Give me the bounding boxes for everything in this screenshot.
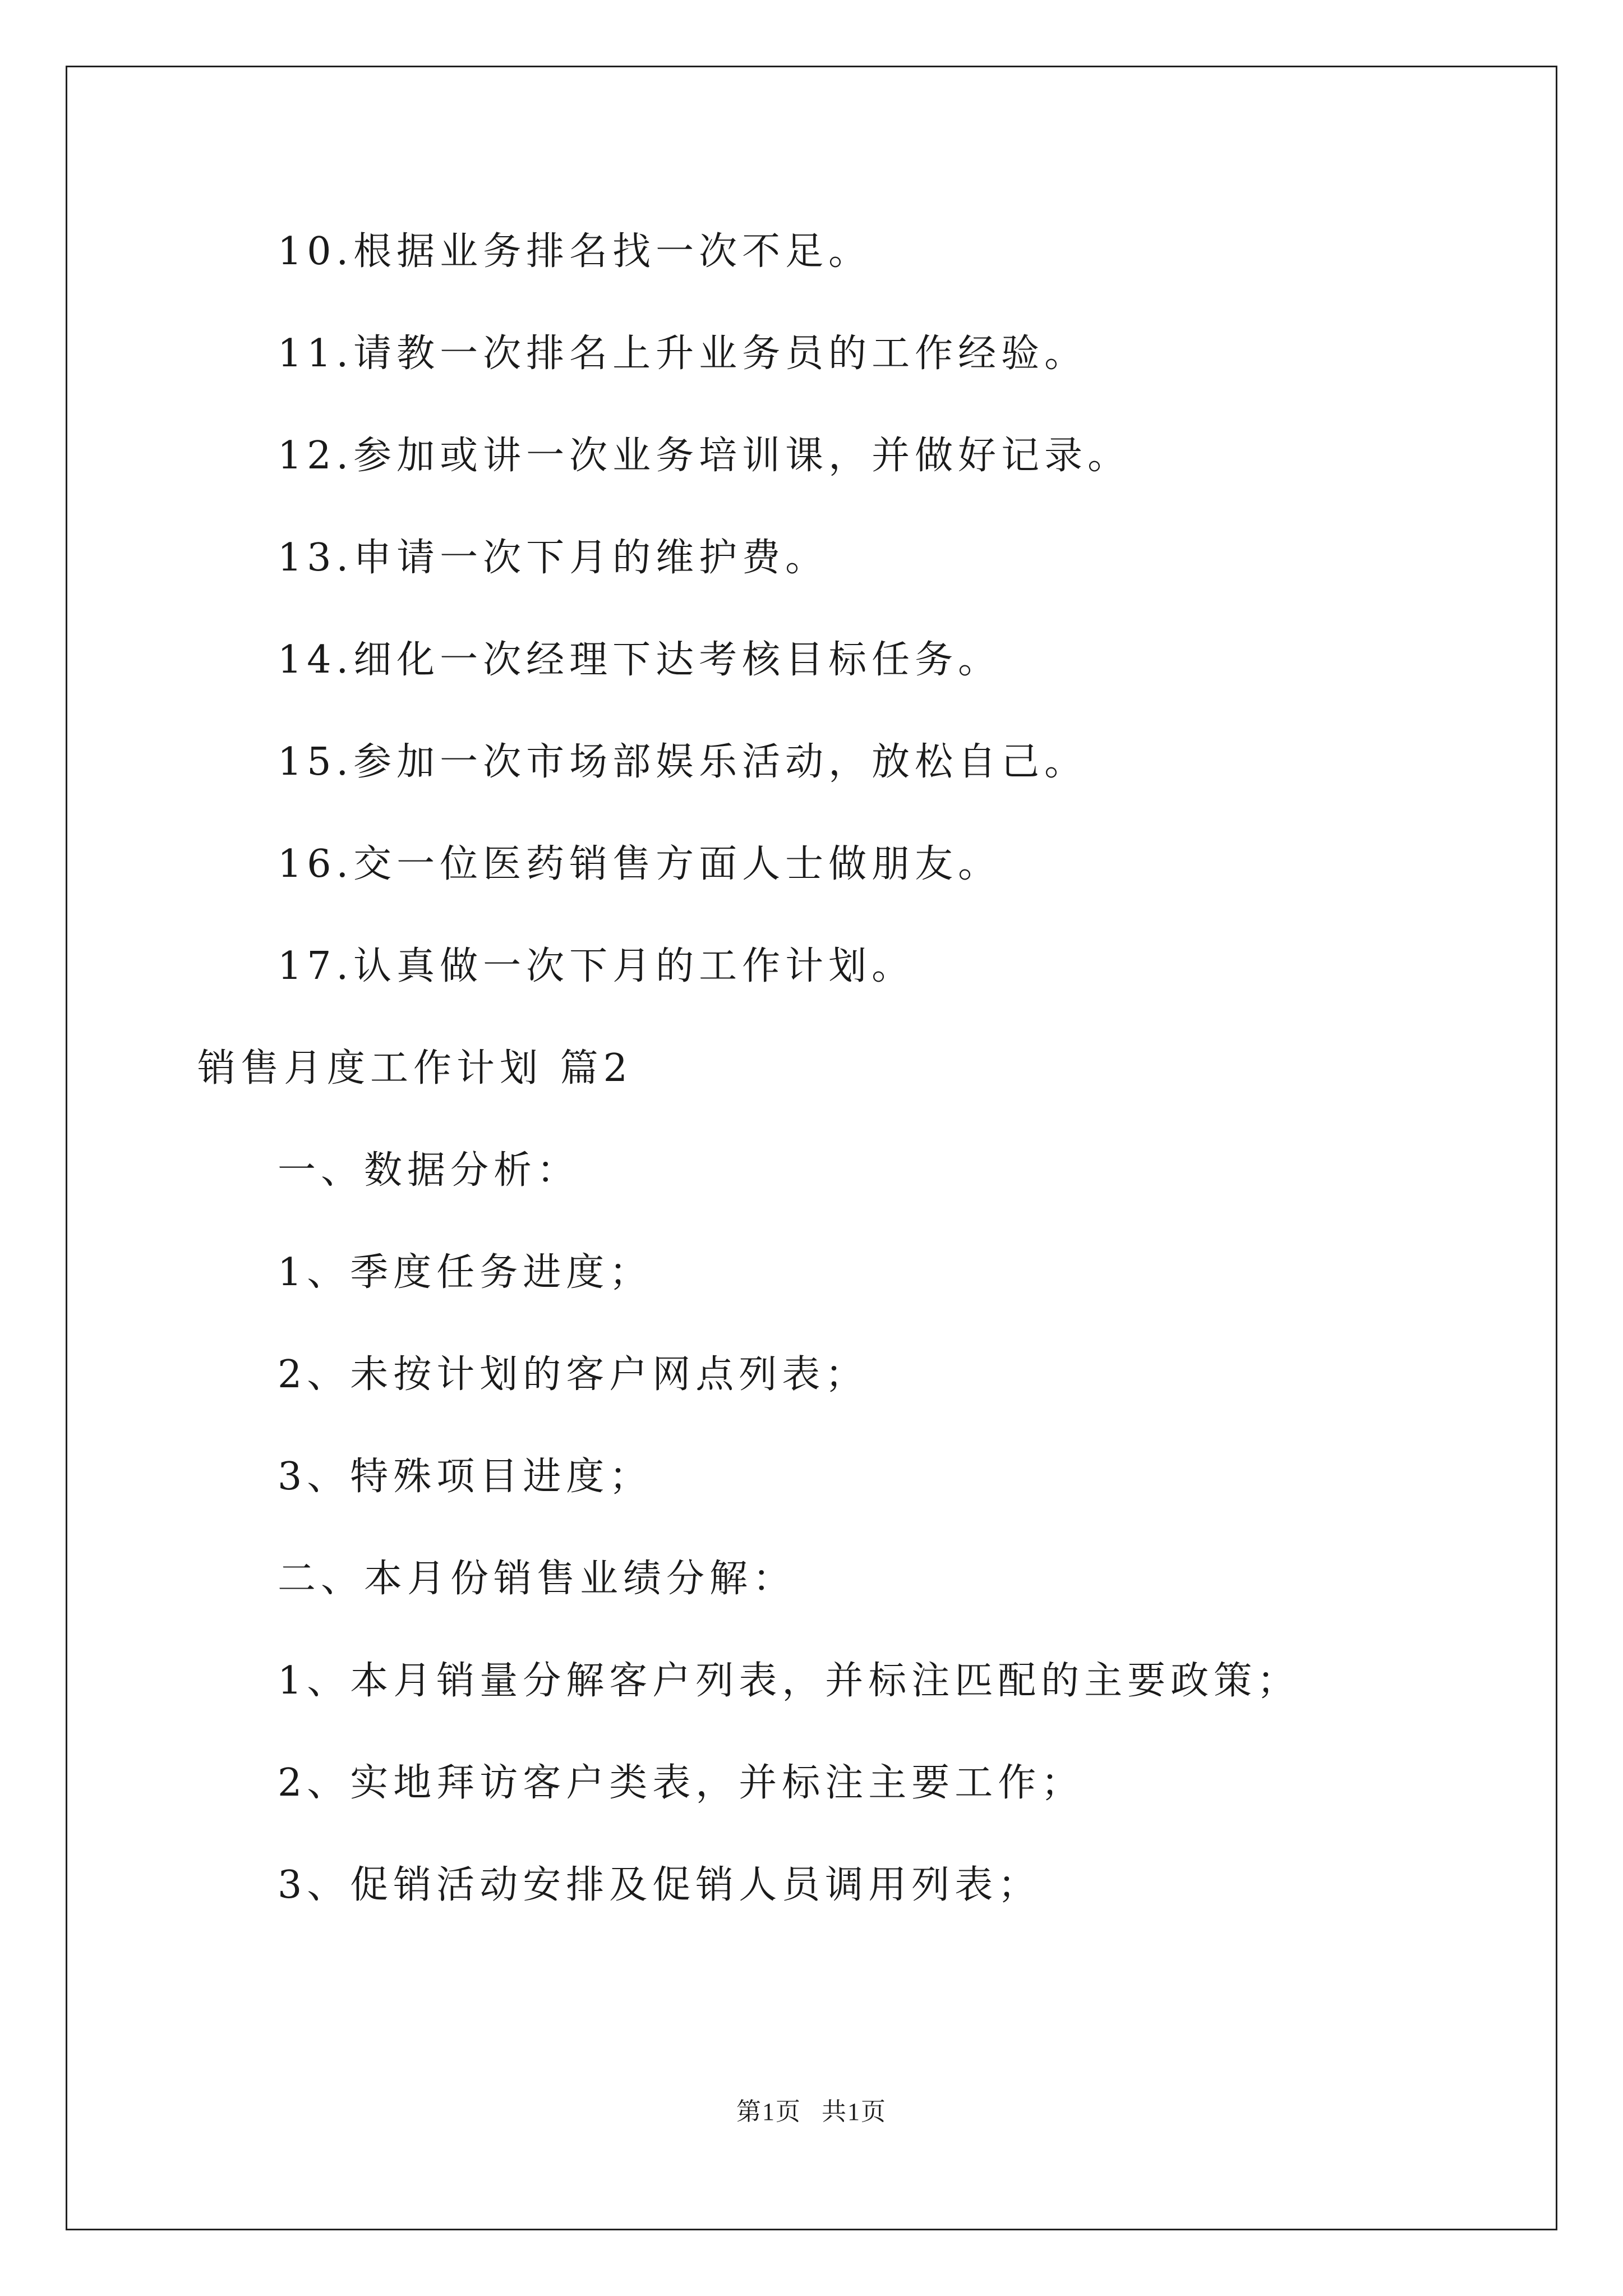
list-item: 14.细化一次经理下达考核目标任务。 [278,638,1002,682]
list-item: 2、实地拜访客户类表，并标注主要工作； [278,1761,1085,1805]
list-item: 16.交一位医药销售方面人士做朋友。 [278,842,1002,886]
list-item: 1、季度任务进度； [278,1250,653,1295]
list-item: 15.参加一次市场部娱乐活动，放松自己。 [278,740,1088,784]
list-item: 11.请教一次排名上升业务员的工作经验。 [278,332,1088,376]
list-item: 17.认真做一次下月的工作计划。 [278,944,915,988]
page-number: 第1页 [736,2098,801,2125]
list-item: 2、未按计划的客户网点列表； [278,1352,869,1397]
list-item: 1、本月销量分解客户列表，并标注匹配的主要政策； [278,1659,1301,1703]
list-item: 3、特殊项目进度； [278,1455,653,1499]
subsection-heading: 二、本月份销售业绩分解： [278,1557,796,1601]
page-total: 共1页 [822,2098,887,2125]
list-item: 13.申请一次下月的维护费。 [278,536,829,580]
list-item: 10.根据业务排名找一次不足。 [278,229,872,274]
section-heading: 销售月度工作计划 篇2 [197,1046,633,1091]
list-item: 3、促销活动安排及促销人员调用列表； [278,1863,1041,1907]
list-item: 12.参加或讲一次业务培训课，并做好记录。 [278,434,1131,478]
page-footer [0,2091,1623,2127]
subsection-heading: 一、数据分析： [278,1148,580,1193]
